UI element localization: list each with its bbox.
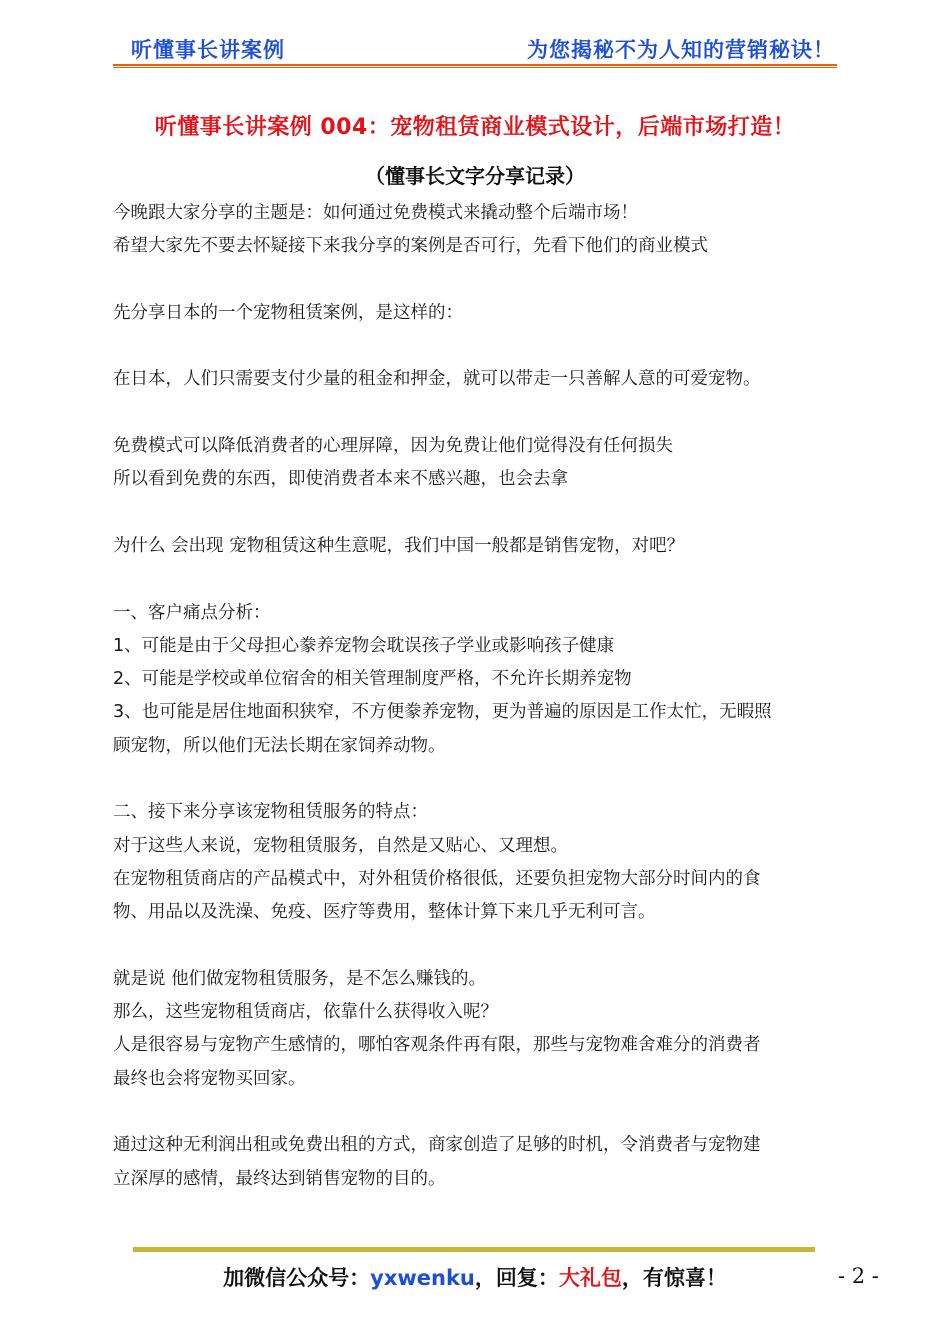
blank-line [113,264,837,297]
footer-middle: ，回复： [474,1266,559,1290]
blank-line [113,563,837,596]
body-line: 立深厚的感情，最终达到销售宠物的目的。 [113,1168,446,1189]
body-line: 为什么 会出现 宠物租赁这种生意呢，我们中国一般都是销售宠物，对吧？ [113,535,685,556]
body-line: 3、也可能是居住地面积狭窄，不方便豢养宠物，更为普遍的原因是工作太忙，无暇照 [113,702,772,723]
body-line: 所以看到免费的东西，即使消费者本来不感兴趣，也会去拿 [113,469,568,490]
blank-line [113,497,837,530]
body-line: 希望大家先不要去怀疑接下来我分享的案例是否可行，先看下他们的商业模式 [113,236,708,257]
body-line: 1、可能是由于父母担心豢养宠物会耽误孩子学业或影响孩子健康 [113,635,615,656]
body-line: 在日本，人们只需要支付少量的租金和押金，就可以带走一只善解人意的可爱宠物。 [113,369,761,390]
body-line: 人是很容易与宠物产生感情的，哪怕客观条件再有限，那些与宠物难舍难分的消费者 [113,1035,761,1056]
footer-divider [133,1247,815,1252]
blank-line [113,397,837,430]
footer-account: yxwenku [370,1266,475,1290]
document-body [113,197,837,1196]
blank-line [113,930,837,963]
footer-prefix: 加微信公众号： [223,1266,371,1290]
page-number: - 2 - [838,1264,879,1288]
header-divider [113,64,837,66]
blank-line [113,330,837,363]
body-line: 通过这种无利润出租或免费出租的方式，商家创造了足够的时机，令消费者与宠物建 [113,1135,761,1156]
blank-line [113,1096,837,1129]
body-line: 物、用品以及洗澡、免疫、医疗等费用，整体计算下来几乎无利可言。 [113,902,656,923]
header-right-text: 为您揭秘不为人知的营销秘诀！ [527,38,835,62]
body-line: 顾宠物，所以他们无法长期在家饲养动物。 [113,735,446,756]
body-line: 先分享日本的一个宠物租赁案例，是这样的： [113,302,463,323]
header-left-text: 听懂事长讲案例 [131,38,285,62]
body-line: 在宠物租赁商店的产品模式中，对外租赁价格很低，还要负担宠物大部分时间内的食 [113,868,761,889]
blank-line [113,763,837,796]
footer-suffix: ，有惊喜！ [621,1266,727,1290]
body-line: 一、客户痛点分析： [113,602,271,623]
body-line: 今晚跟大家分享的主题是：如何通过免费模式来撬动整个后端市场！ [113,203,638,223]
document-title: 听懂事长讲案例 004：宠物租赁商业模式设计，后端市场打造！ [154,115,796,140]
header-divider-thin [113,67,837,68]
body-line: 就是说 他们做宠物租赁服务，是不怎么赚钱的。 [113,968,487,989]
body-line: 那么，这些宠物租赁商店，依靠什么获得收入呢？ [113,1002,498,1023]
footer-text [0,1262,950,1292]
body-line: 对于这些人来说，宠物租赁服务，自然是又贴心、又理想。 [113,835,568,856]
body-line: 最终也会将宠物买回家。 [113,1068,306,1089]
body-line: 2、可能是学校或单位宿舍的相关管理制度严格，不允许长期养宠物 [113,669,632,690]
footer-keyword: 大礼包 [558,1266,622,1290]
page-header [113,32,837,62]
document-subtitle: （懂事长文字分享记录） [365,164,585,188]
body-line: 免费模式可以降低消费者的心理屏障，因为免费让他们觉得没有任何损失 [113,436,673,457]
body-line: 二、接下来分享该宠物租赁服务的特点： [113,802,428,823]
